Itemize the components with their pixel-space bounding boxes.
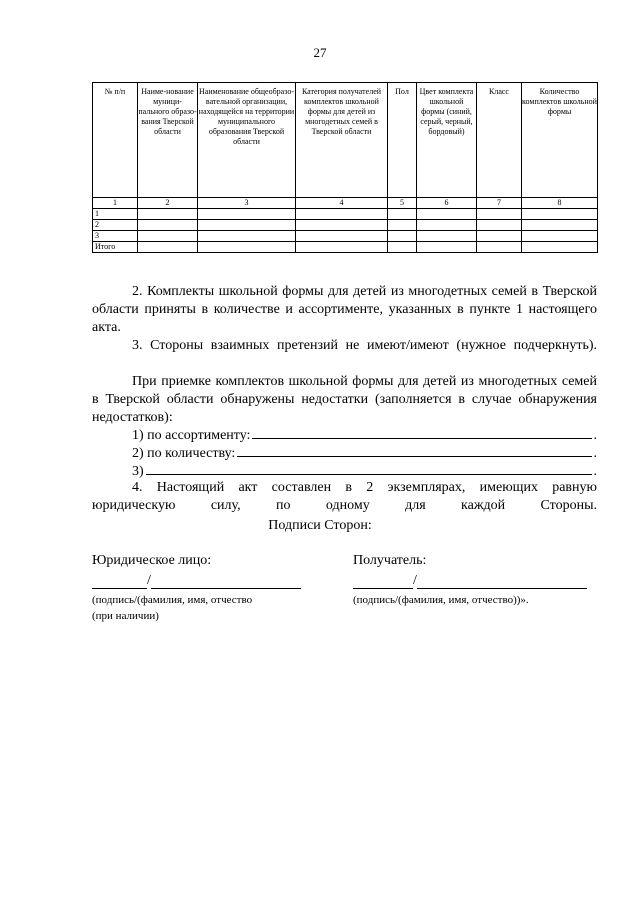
- table-cell[interactable]: [296, 231, 388, 242]
- table-cell[interactable]: [388, 242, 417, 253]
- table-cell[interactable]: [388, 209, 417, 220]
- table-cell[interactable]: [296, 220, 388, 231]
- defect-end: .: [593, 464, 597, 479]
- row-label: Итого: [93, 242, 138, 253]
- header-cell: Категория получателей комплектов школьной формы для детей из многодетных семей в Тверской области: [296, 83, 388, 198]
- header-cell: Цвет комплекта школьной формы (синий, серый, черный, бордовый): [417, 83, 477, 198]
- column-number: 2: [138, 198, 198, 209]
- table-cell[interactable]: [522, 209, 598, 220]
- table-cell[interactable]: [477, 231, 522, 242]
- header-cell: Количество комплектов школьной формы: [522, 83, 598, 198]
- column-number: 4: [296, 198, 388, 209]
- paragraph-2: 2. Комплекты школьной формы для детей из многодетных семей в Тверской области приняты в количестве и ассортименте, указанных в пункте 1 настоящего акта.: [92, 284, 597, 335]
- signatures-title: Подписи Сторон:: [268, 518, 372, 533]
- table-cell[interactable]: [198, 242, 296, 253]
- column-number: 7: [477, 198, 522, 209]
- table-cell[interactable]: [138, 242, 198, 253]
- school-uniform-table: [92, 82, 598, 253]
- table-cell[interactable]: [198, 220, 296, 231]
- table-cell[interactable]: [522, 242, 598, 253]
- table-cell[interactable]: [477, 220, 522, 231]
- column-number: 1: [93, 198, 138, 209]
- table-cell[interactable]: [138, 209, 198, 220]
- column-number: 5: [388, 198, 417, 209]
- paragraph-4: 4. Настоящий акт составлен в 2 экземплярах, имеющих равную юридическую силу, по одному для каждой Стороны.: [92, 480, 597, 513]
- header-cell: Класс: [477, 83, 522, 198]
- table-cell[interactable]: [417, 209, 477, 220]
- defect-line-assortment: [132, 425, 597, 445]
- defect-label: 2) по количеству:: [132, 446, 236, 461]
- row-label: 3: [93, 231, 138, 242]
- recipient-signature-block: [353, 553, 593, 608]
- table-cell[interactable]: [198, 231, 296, 242]
- table-cell[interactable]: [296, 242, 388, 253]
- table-cell[interactable]: [388, 231, 417, 242]
- paragraph-3: 3. Стороны взаимных претензий не имеют/имеют (нужное подчеркнуть).: [132, 338, 597, 353]
- recipient-note: (подпись/(фамилия, имя, отчество))».: [353, 594, 529, 606]
- table-row: [93, 220, 598, 231]
- legal-entity-note-2: (при наличии): [92, 610, 159, 622]
- legal-entity-signature-block: [92, 553, 302, 624]
- column-number: 3: [198, 198, 296, 209]
- legal-entity-label: Юридическое лицо:: [92, 553, 212, 568]
- paragraph-defects: При приемке комплектов школьной формы для детей из многодетных семей в Тверской области обнаружены недостатки (заполняется в случае обнаружения недостатков):: [92, 374, 597, 425]
- defect-label: 3): [132, 464, 144, 479]
- row-label: 2: [93, 220, 138, 231]
- table-cell[interactable]: [477, 209, 522, 220]
- defect-line-quantity: [132, 443, 597, 463]
- defect-end: .: [593, 446, 597, 461]
- table-header-row: [93, 83, 598, 198]
- table-cell[interactable]: [522, 220, 598, 231]
- table-cell[interactable]: [388, 220, 417, 231]
- table-cell[interactable]: [198, 209, 296, 220]
- table-cell[interactable]: [138, 220, 198, 231]
- table-cell[interactable]: [296, 209, 388, 220]
- defect-label: 1) по ассортименту:: [132, 428, 251, 443]
- table-cell[interactable]: [417, 220, 477, 231]
- defect-input-line[interactable]: [146, 461, 592, 475]
- defect-input-line[interactable]: [252, 425, 591, 439]
- defect-input-line[interactable]: [237, 443, 591, 457]
- table-row-total: [93, 242, 598, 253]
- recipient-label: Получатель:: [353, 553, 427, 568]
- header-cell: Пол: [388, 83, 417, 198]
- table-row: [93, 209, 598, 220]
- defect-end: .: [593, 428, 597, 443]
- defect-line-other: [132, 461, 597, 481]
- row-label: 1: [93, 209, 138, 220]
- separator: /: [413, 573, 417, 588]
- table-cell[interactable]: [138, 231, 198, 242]
- header-cell: № п/п: [93, 83, 138, 198]
- table-cell[interactable]: [522, 231, 598, 242]
- page-number: 27: [313, 45, 327, 60]
- header-cell: Наиме-нование муници-пального образо-вания Тверской области: [138, 83, 198, 198]
- table-cell[interactable]: [417, 242, 477, 253]
- separator: /: [147, 573, 151, 588]
- column-number: 8: [522, 198, 598, 209]
- table-row: [93, 231, 598, 242]
- column-number: 6: [417, 198, 477, 209]
- header-cell: Наименование общеобразо-вательной организации, находящейся на территории муниципального образования Тверской области: [198, 83, 296, 198]
- column-number-row: [93, 198, 598, 209]
- table-cell[interactable]: [477, 242, 522, 253]
- legal-entity-signature-line[interactable]: [92, 575, 302, 589]
- legal-entity-note: (подпись/(фамилия, имя, отчество: [92, 594, 253, 606]
- table-cell[interactable]: [417, 231, 477, 242]
- recipient-signature-line[interactable]: [353, 575, 593, 589]
